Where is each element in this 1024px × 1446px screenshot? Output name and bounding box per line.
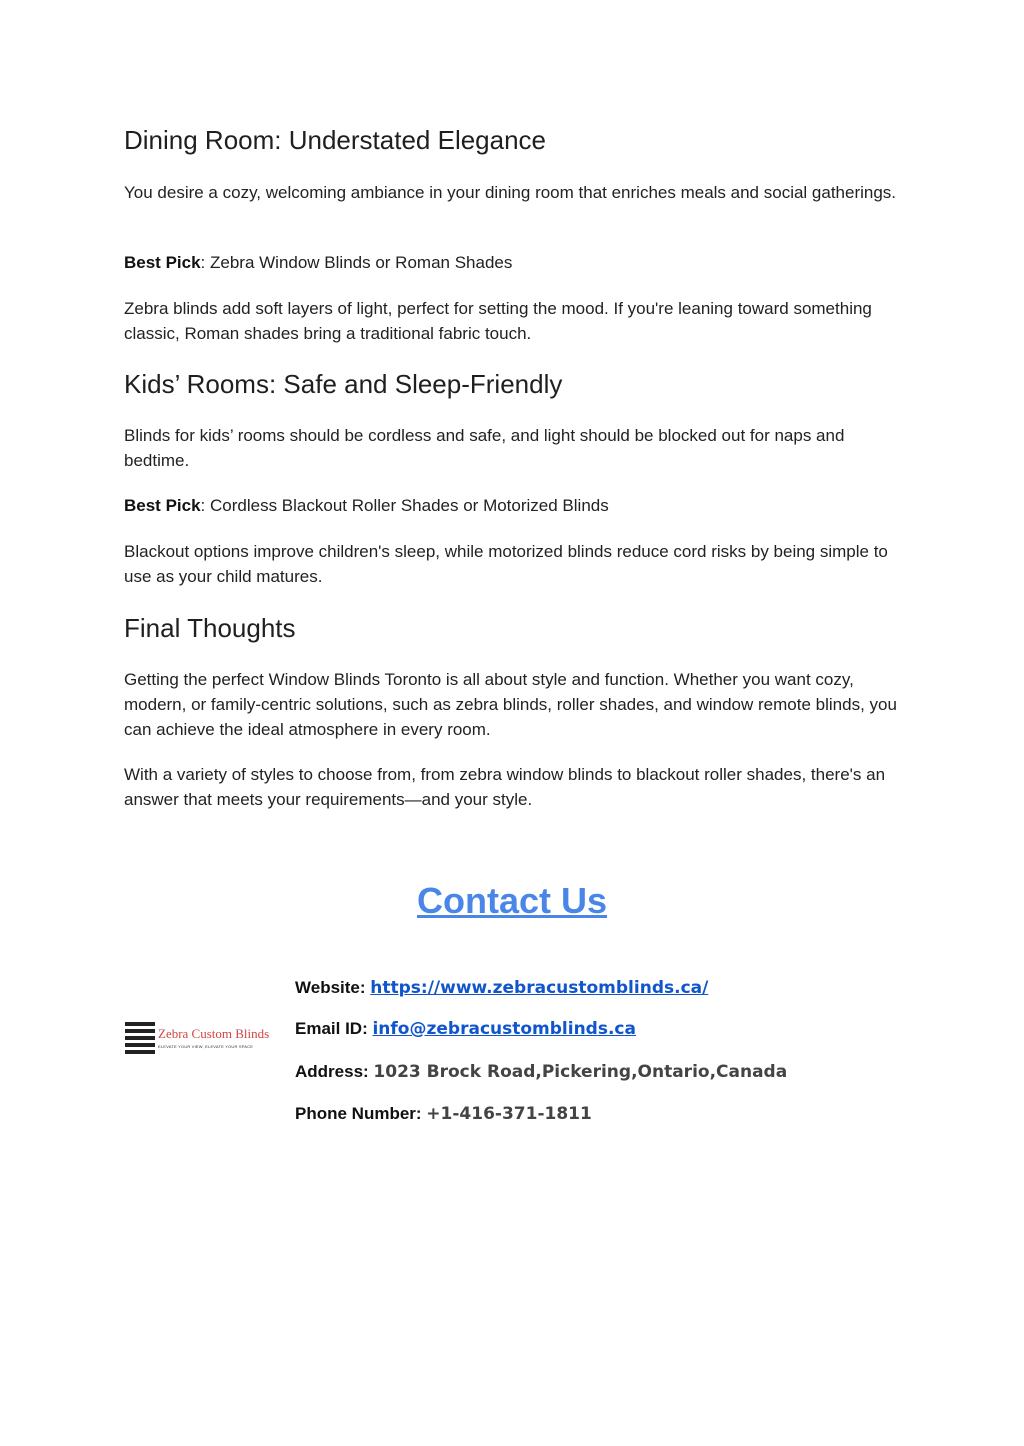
address-value: 1023 Brock Road,Pickering,Ontario,Canada	[373, 1062, 788, 1082]
website-label: Website:	[295, 978, 366, 997]
best-pick-label: Best Pick	[124, 496, 201, 515]
kids-rooms-best-pick	[124, 493, 609, 518]
email-label: Email ID:	[295, 1019, 368, 1038]
logo-company-name: Zebra Custom Blinds	[158, 1026, 270, 1041]
final-thoughts-paragraph-2: With a variety of styles to choose from, from zebra window blinds to blackout roller shades, there's an answer that meets your requirements—and your style.	[124, 765, 886, 809]
kids-rooms-detail: Blackout options improve children's sleep, while motorized blinds reduce cord risks by being simple to use as your child matures.	[124, 542, 888, 586]
kids-rooms-intro: Blinds for kids’ rooms should be cordless and safe, and light should be blocked out for naps and bedtime.	[124, 426, 845, 470]
blinds-logo-icon	[125, 1022, 155, 1054]
address-row	[295, 1061, 787, 1083]
contact-us-link[interactable]: Contact Us	[416, 880, 608, 921]
best-pick-label: Best Pick	[124, 253, 201, 272]
email-row	[295, 1018, 636, 1040]
best-pick-value: : Cordless Blackout Roller Shades or Motorized Blinds	[200, 496, 609, 515]
best-pick-value: : Zebra Window Blinds or Roman Shades	[200, 253, 513, 272]
kids-rooms-heading: Kids’ Rooms: Safe and Sleep-Friendly	[124, 369, 563, 399]
dining-room-heading: Dining Room: Understated Elegance	[124, 125, 547, 155]
final-thoughts-heading: Final Thoughts	[124, 613, 296, 643]
address-label: Address:	[295, 1062, 369, 1081]
email-link[interactable]: info@zebracustomblinds.ca	[372, 1019, 636, 1039]
company-logo	[125, 1022, 270, 1054]
dining-room-detail: Zebra blinds add soft layers of light, perfect for setting the mood. If you're leaning toward something classic, Roman shades bring a traditional fabric touch.	[124, 299, 872, 343]
contact-us-heading	[0, 880, 1024, 922]
phone-value: +1-416-371-1811	[426, 1104, 592, 1124]
dining-room-best-pick	[124, 250, 512, 275]
final-thoughts-paragraph-1: Getting the perfect Window Blinds Toronto is all about style and function. Whether you want cozy, modern, or family-centric solutions, such as zebra blinds, roller shades, and window remote blinds, you can achieve the ideal atmosphere in every room.	[124, 670, 897, 739]
dining-room-intro: You desire a cozy, welcoming ambiance in your dining room that enriches meals and social gatherings.	[124, 183, 897, 202]
phone-label: Phone Number:	[295, 1104, 422, 1123]
logo-tagline: ELEVATE YOUR VIEW, ELEVATE YOUR SPACE	[158, 1044, 254, 1049]
phone-row	[295, 1103, 592, 1125]
website-row	[295, 977, 708, 999]
website-link[interactable]: https://www.zebracustomblinds.ca/	[370, 978, 709, 998]
